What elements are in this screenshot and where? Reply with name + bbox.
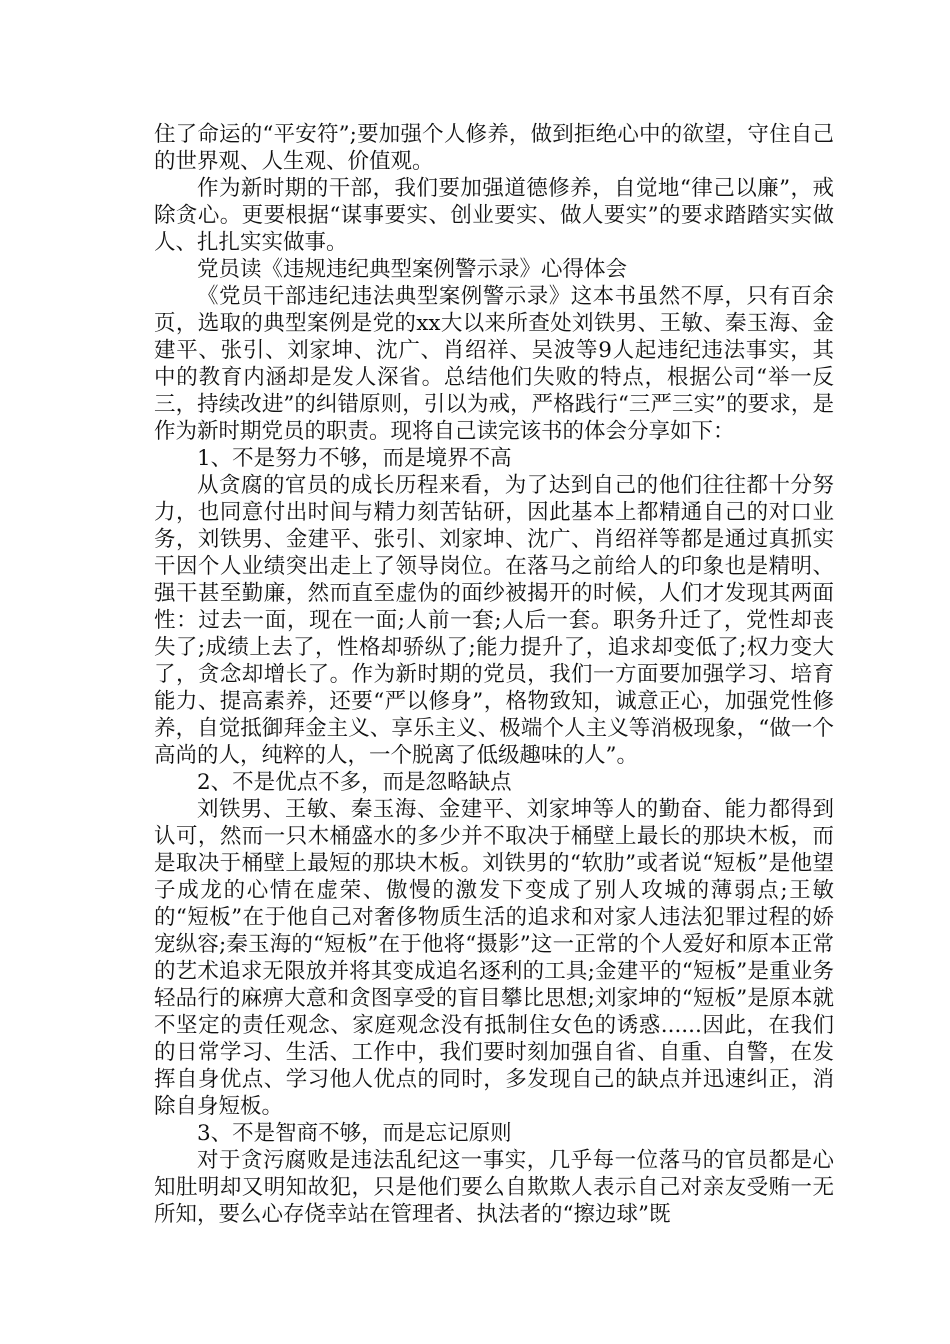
heading-point-3: 3、不是智商不够，而是忘记原则: [197, 1121, 512, 1146]
heading-point-2: 2、不是优点不多，而是忽略缺点: [197, 770, 512, 795]
paragraph-1: 住了命运的“平安符”;要加强个人修养，做到拒绝心中的欲望，守住自己的世界观、人生观、价值观。: [154, 122, 834, 174]
paragraph-intro: 《党员干部违纪违法典型案例警示录》这本书虽然不厚，只有百余页，选取的典型案例是党的xx大以来所查处刘铁男、王敏、秦玉海、金建平、张引、刘家坤、沈广、肖绍祥、吴波等9人起违纪违法事实，其中的教育内涵却是发人深省。总结他们失败的特点，根据公司“举一反三，持续改进”的纠错原则，引以为戒，严格践行“三严三实”的要求，是作为新时期党员的职责。现将自己读完该书的体会分享如下：: [154, 284, 834, 444]
paragraph-point-2: 刘铁男、王敏、秦玉海、金建平、刘家坤等人的勤奋、能力都得到认可，然而一只木桶盛水的多少并不取决于桶壁上最长的那块木板，而是取决于桶壁上最短的那块木板。刘铁男的“软肋”或者说“短板”是他望子成龙的心情在虚荣、傲慢的激发下变成了别人攻城的薄弱点;王敏的“短板”在于他自己对奢侈物质生活的追求和对家人违法犯罪过程的娇宠纵容;秦玉海的“短板”在于他将“摄影”这一正常的个人爱好和原本正常的艺术追求无限放并将其变成追名逐利的工具;金建平的“短板”是重业务轻品行的麻痹大意和贪图享受的盲目攀比思想;刘家坤的“短板”是原本就不坚定的责任观念、家庭观念没有抵制住女色的诱惑......因此，在我们的日常学习、生活、工作中，我们要时刻加强自省、自重、自警，在发挥自身优点、学习他人优点的同时，多发现自己的缺点并迅速纠正，消除自身短板。: [154, 797, 834, 1119]
paragraph-2: 作为新时期的干部，我们要加强道德修养，自觉地“律己以廉”，戒除贪心。更要根据“谋事要实、创业要实、做人要实”的要求踏踏实实做人、扎扎实实做事。: [154, 176, 834, 255]
document-body: [154, 121, 834, 1228]
heading-point-1: 1、不是努力不够，而是境界不高: [197, 446, 512, 471]
paragraph-point-3: 对于贪污腐败是违法乱纪这一事实，几乎每一位落马的官员都是心知肚明却又明知故犯，只是他们要么自欺欺人表示自己对亲友受贿一无所知，要么心存侥幸站在管理者、执法者的“擦边球”既: [154, 1148, 834, 1227]
paragraph-point-1: 从贪腐的官员的成长历程来看，为了达到自己的他们往往都十分努力，也同意付出时间与精力刻苦钻研，因此基本上都精通自己的对口业务，刘铁男、金建平、张引、刘家坤、沈广、肖绍祥等都是通过真抓实干因个人业绩突出走上了领导岗位。在落马之前给人的印象也是精明、强干甚至勤廉，然而直至虚伪的面纱被揭开的时候，人们才发现其两面性：过去一面，现在一面;人前一套;人后一套。职务升迁了，党性却丧失了;成绩上去了，性格却骄纵了;能力提升了，追求却变低了;权力变大了，贪念却增长了。作为新时期的党员，我们一方面要加强学习、培育能力、提高素养，还要“严以修身”，格物致知，诚意正心，加强党性修养，自觉抵御拜金主义、享乐主义、极端个人主义等消极现象，“做一个高尚的人，纯粹的人，一个脱离了低级趣味的人”。: [154, 473, 834, 768]
section-title: 党员读《违规违纪典型案例警示录》心得体会: [197, 257, 628, 282]
